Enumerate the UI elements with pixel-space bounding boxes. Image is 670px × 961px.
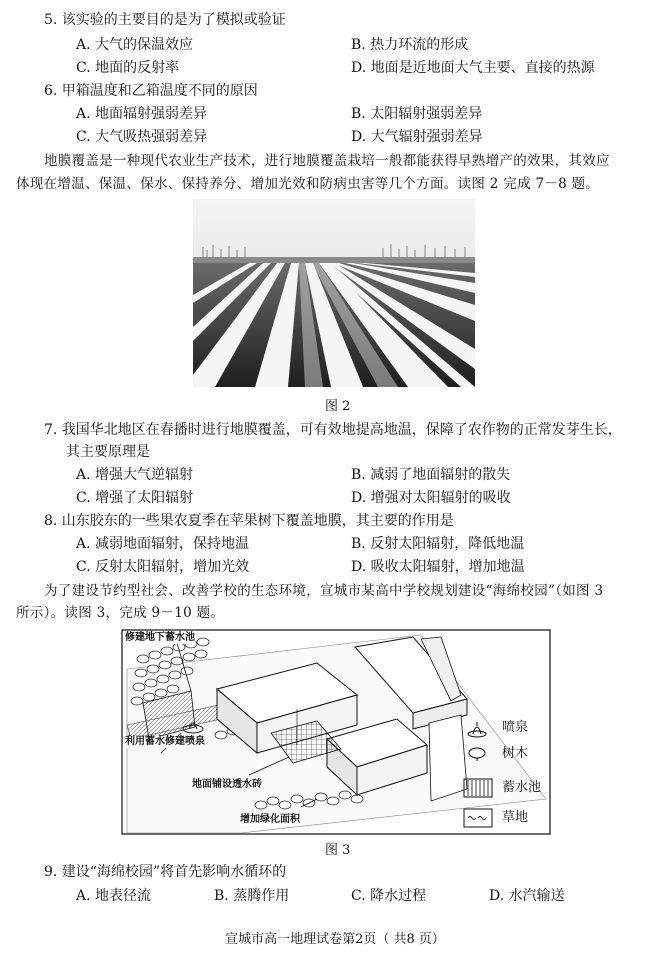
legend-fountain-label: 喷泉 [502,720,529,735]
label-increase-greening: 增加绿化面积 [240,814,300,825]
q6-option-c: C. 大气吸热强弱差异 [76,129,208,145]
label-fountain-from-reservoir: 利用蓄水修建喷泉 [125,736,205,747]
q8-option-a: A. 减弱地面辐射，保持地温 [76,536,250,552]
q9-option-d: D. 水汽输送 [489,888,565,904]
intro-paragraph-2-line-1: 为了建设节约型社会、改善学校的生态环境，宣城市某高中学校规划建设“海绵校园”（如图 3 [44,583,604,599]
q6-option-b: B. 太阳辐射强弱差异 [351,106,483,122]
q8-option-c: C. 反射太阳辐射，增加光效 [76,559,250,575]
label-underground-reservoir: 修建地下蓄水池 [125,632,195,643]
label-permeable-brick: 地面铺设透水砖 [192,779,262,790]
q6-option-d: D. 大气辐射强弱差异 [351,129,483,145]
q8-option-b: B. 反射太阳辐射，降低地温 [351,536,525,552]
q7-option-d: D. 增强对太阳辐射的吸收 [351,490,511,506]
q6-stem: 6. 甲箱温度和乙箱温度不同的原因 [44,83,258,99]
q5-stem: 5. 该实验的主要目的是为了模拟或验证 [44,12,286,28]
q9-option-b: B. 蒸腾作用 [214,888,290,904]
q9-option-a: A. 地表径流 [76,888,152,904]
q9-option-c: C. 降水过程 [351,888,427,904]
intro-paragraph-2-line-2: 所示）。读图 3，完成 9－10 题。 [16,605,225,621]
q9-stem: 9. 建设“海绵校园”将首先影响水循环的 [44,864,287,880]
intro-paragraph-1-line-2: 体现在增温、保温、保水、保持养分、增加光效和防病虫害等几个方面。读图 2 完成 7－8 题。 [16,176,600,192]
q7-option-c: C. 增强了太阳辐射 [76,490,194,506]
tree-icon [463,746,491,762]
plastic-mulch-field-photo [193,199,475,387]
q7-option-b: B. 减弱了地面辐射的散失 [351,467,511,483]
grass-icon [463,808,493,828]
legend-grass-label: 草地 [502,810,529,825]
q7-option-a: A. 增强大气逆辐射 [76,467,194,483]
q5-option-d: D. 地面是近地面大气主要、直接的热源 [351,60,595,76]
q6-option-a: A. 地面辐射强弱差异 [76,106,208,122]
reservoir-icon [463,778,493,798]
fountain-icon [463,720,491,738]
q8-option-d: D. 吸收太阳辐射，增加地温 [351,559,525,575]
q8-stem: 8. 山东胶东的一些果农夏季在苹果树下覆盖地膜，其主要的作用是 [44,513,454,529]
intro-paragraph-1-line-1: 地膜覆盖是一种现代农业生产技术，进行地膜覆盖栽培一般都能获得早熟增产的效果，其效应 [44,153,610,169]
legend-reservoir-label: 蓄水池 [502,780,542,795]
figure-3-caption: 图 3 [325,843,351,858]
q7-stem-line-2: 其主要原理是 [66,444,150,460]
q5-option-c: C. 地面的反射率 [76,60,180,76]
q7-stem-line-1: 7. 我国华北地区在春播时进行地膜覆盖，可有效地提高地温，保障了农作物的正常发芽生长， [44,422,622,438]
q5-option-b: B. 热力环流的形成 [351,37,469,53]
figure-2-caption: 图 2 [325,399,351,414]
page-footer: 宣城市高一地理试卷第2页（ 共8 页） [225,932,445,947]
legend-tree-label: 树木 [502,746,529,761]
q5-option-a: A. 大气的保温效应 [76,37,194,53]
